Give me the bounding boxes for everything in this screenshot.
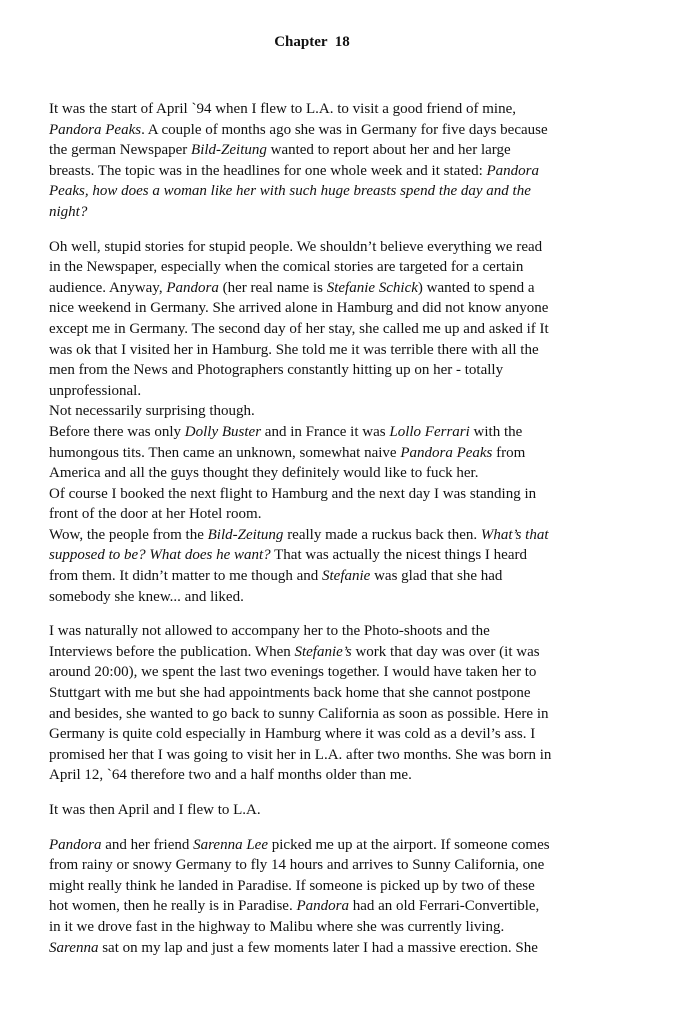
text-run: nice weekend in Germany. She arrived alone in Hamburg and did not know anyone — [49, 300, 549, 317]
text-line — [49, 161, 589, 182]
italic-run: Bild-Zeitung — [207, 526, 284, 543]
italic-run: Pandora — [296, 898, 349, 915]
text-run: Wow, the people from the — [49, 526, 208, 543]
text-run: front of the door at her Hotel room. — [49, 506, 262, 523]
paragraph-gap — [49, 223, 589, 237]
chapter-body — [49, 99, 589, 958]
text-run: Not necessarily surprising though. — [49, 403, 255, 420]
text-line — [49, 917, 589, 938]
text-line — [49, 876, 589, 897]
text-run: from rainy or snowy Germany to fly 14 hours and arrives to Sunny California, one — [49, 857, 545, 874]
text-line — [49, 484, 589, 505]
text-run: America and all the guys thought they definitely would like to fuck her. — [49, 465, 479, 482]
text-line — [49, 683, 589, 704]
italic-run: Stefanie — [322, 568, 371, 585]
paragraph — [49, 237, 589, 608]
paragraph-gap — [49, 786, 589, 800]
paragraph — [49, 835, 589, 959]
text-line — [49, 525, 589, 546]
text-line — [49, 202, 589, 223]
paragraph — [49, 99, 589, 223]
text-run: Of course I booked the next flight to Hamburg and the next day I was standing in — [49, 485, 537, 502]
text-line — [49, 621, 589, 642]
text-line — [49, 443, 589, 464]
text-line — [49, 422, 589, 443]
italic-run: Stefanie Schick — [326, 279, 418, 296]
text-run: was glad that she had — [370, 568, 503, 585]
text-line — [49, 662, 589, 683]
text-line — [49, 99, 589, 120]
text-line — [49, 855, 589, 876]
text-run: around 20:00), we spent the last two evenings together. I would have taken her to — [49, 664, 537, 681]
italic-run: Sarenna Lee — [193, 836, 268, 853]
text-run: Before there was only — [49, 423, 185, 440]
text-line — [49, 120, 589, 141]
text-line — [49, 642, 589, 663]
italic-run: Lollo Ferrari — [389, 423, 470, 440]
italic-run: Pandora — [166, 279, 219, 296]
text-run: (her real name is — [218, 279, 327, 296]
text-run: from — [492, 444, 526, 461]
paragraph — [49, 800, 589, 821]
italic-run: supposed to be? What does he want? — [49, 547, 271, 564]
text-run: I was naturally not allowed to accompany her to the Photo-shoots and the — [49, 623, 490, 640]
text-run: promised her that I was going to visit her in L.A. after two months. She was born in — [49, 746, 552, 763]
text-line — [49, 504, 589, 525]
text-line — [49, 704, 589, 725]
italic-run: Stefanie’s — [294, 643, 352, 660]
text-run: men from the News and Photographers constantly hitting up on her - totally — [49, 362, 504, 379]
text-run: was ok that I visited her in Hamburg. She told me it was terrible there with all the — [49, 341, 539, 358]
text-line — [49, 298, 589, 319]
text-line — [49, 745, 589, 766]
italic-run: Sarenna — [49, 939, 99, 956]
italic-run: Dolly Buster — [184, 423, 262, 440]
text-line — [49, 765, 589, 786]
text-run: really made a ruckus back then. — [283, 526, 481, 543]
paragraph — [49, 621, 589, 786]
text-line — [49, 360, 589, 381]
text-run: in the Newspaper, especially when the comical stories are targeted for a certain — [49, 259, 524, 276]
text-run: breasts. The topic was in the headlines for one whole week and it stated: — [49, 162, 487, 179]
text-line — [49, 401, 589, 422]
paragraph-gap — [49, 607, 589, 621]
text-run: April 12, `64 therefore two and a half months older than me. — [49, 767, 412, 784]
text-line — [49, 938, 589, 959]
text-run: in it we drove fast in the highway to Malibu where she was currently living. — [49, 918, 505, 935]
text-run: and besides, she wanted to go back to sunny California as soon as possible. Here in — [49, 705, 549, 722]
italic-run: What’s that — [480, 526, 549, 543]
italic-run: Bild-Zeitung — [191, 142, 267, 159]
text-line — [49, 319, 589, 340]
text-run: ) wanted to spend a — [417, 279, 535, 296]
text-line — [49, 278, 589, 299]
italic-run: Pandora — [49, 836, 102, 853]
text-run: except me in Germany. The second day of her stay, she called me up and asked if It — [49, 320, 549, 337]
text-run: the german Newspaper — [49, 142, 192, 159]
text-run: work that day was over (it was — [351, 643, 540, 660]
text-line — [49, 566, 589, 587]
italic-run: night? — [49, 203, 88, 220]
text-run: Stuttgart with me but she had appointments back home that she cannot postpone — [49, 685, 531, 702]
paragraph-gap — [49, 821, 589, 835]
text-run: humongous tits. Then came an unknown, somewhat naive — [49, 444, 401, 461]
text-line — [49, 800, 589, 821]
text-run: picked me up at the airport. If someone comes — [268, 836, 550, 853]
text-line — [49, 381, 589, 402]
text-line — [49, 237, 589, 258]
italic-run: Pandora Peaks — [49, 121, 142, 138]
text-run: It was the start of April `94 when I flew to L.A. to visit a good friend of mine, — [49, 101, 516, 117]
text-run: might really think he landed in Paradise. If someone is picked up by two of these — [49, 877, 535, 894]
text-line — [49, 835, 589, 856]
text-run: audience. Anyway, — [49, 279, 167, 296]
text-run: Germany is quite cold especially in Hamburg where it was cold as a devil’s ass. I — [49, 726, 536, 743]
text-line — [49, 463, 589, 484]
text-run: Interviews before the publication. When — [49, 643, 295, 660]
text-run: and her friend — [101, 836, 194, 853]
italic-run: Peaks, how does a woman like her with such huge breasts spend the day and the — [49, 183, 531, 200]
text-run: sat on my lap and just a few moments later I had a massive erection. She — [98, 939, 538, 956]
text-run: hot women, then he really is in Paradise. — [49, 898, 297, 915]
text-line — [49, 724, 589, 745]
text-run: from them. It didn’t matter to me though and — [49, 568, 323, 585]
text-run: wanted to report about her and her large — [266, 142, 511, 159]
text-run: . A couple of months ago she was in Germany for five days because — [141, 121, 548, 138]
text-run: and in France it was — [261, 423, 390, 440]
text-run: Oh well, stupid stories for stupid people. We shouldn’t believe everything we read — [49, 238, 543, 255]
text-run: with the — [469, 423, 523, 440]
text-run: That was actually the nicest things I heard — [270, 547, 527, 564]
text-run: It was then April and I flew to L.A. — [49, 802, 261, 818]
italic-run: Pandora Peaks — [400, 444, 493, 461]
chapter-title: Chapter 18 — [274, 34, 350, 50]
text-run: somebody she knew... and liked. — [49, 588, 244, 605]
text-line — [49, 545, 589, 566]
text-line — [49, 181, 589, 202]
text-line — [49, 140, 589, 161]
text-line — [49, 257, 589, 278]
text-line — [49, 896, 589, 917]
text-run: unprofessional. — [49, 382, 142, 399]
italic-run: Pandora — [486, 162, 540, 179]
text-run: had an old Ferrari-Convertible, — [348, 898, 540, 915]
text-line — [49, 587, 589, 608]
text-line — [49, 340, 589, 361]
